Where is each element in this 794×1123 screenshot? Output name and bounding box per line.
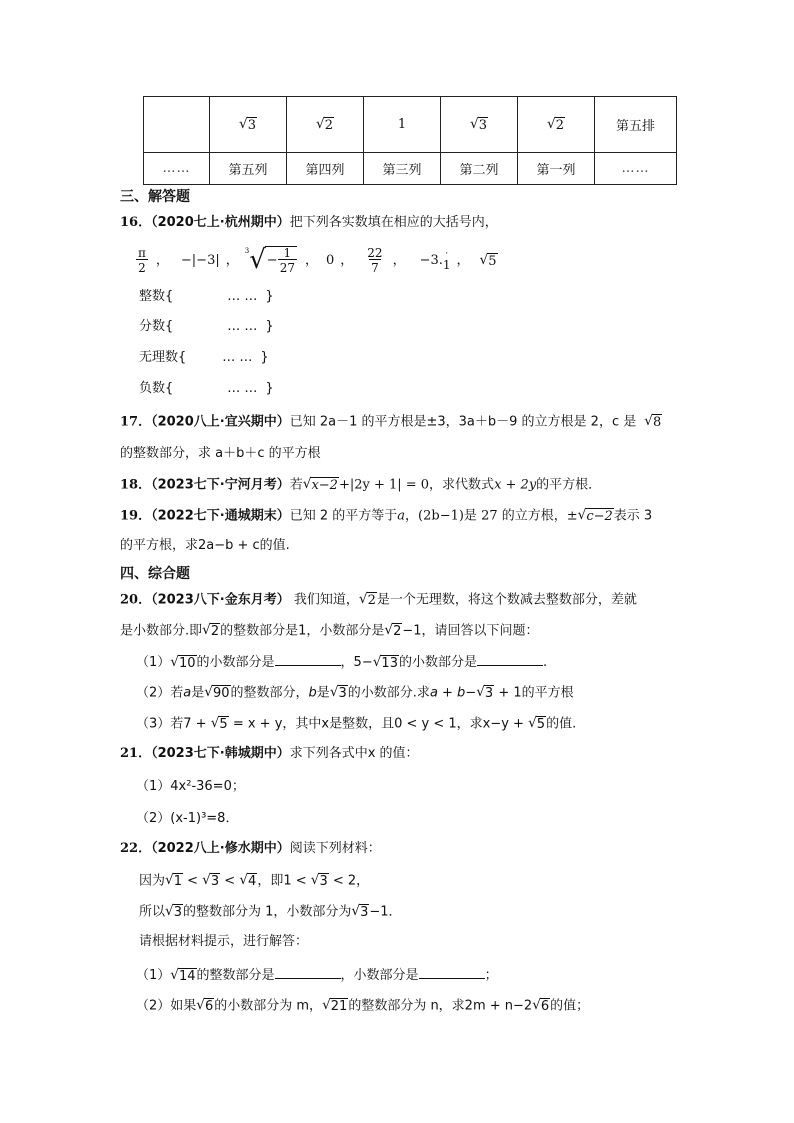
- q19-line2: 的平方根，求2a−b + c的值.: [120, 538, 290, 553]
- q22-line1: 因为 √ 1 < √ 3 < √ 4 ，即1 < √ 3 < 2，: [139, 872, 370, 889]
- seat-table: [143, 96, 677, 185]
- q21-part2: （2）(x-1)³=8．: [136, 811, 239, 826]
- table-row: [144, 97, 677, 153]
- set-integer: 整数{ … … }: [139, 289, 274, 304]
- q22-line3: 请根据材料提示，进行解答：: [139, 934, 309, 949]
- table-cell: √ 3: [441, 97, 518, 153]
- table-cell: 第五排: [595, 97, 677, 153]
- table-cell: 第二列: [441, 153, 518, 185]
- table-cell: 第四列: [287, 153, 364, 185]
- section-title: 四、综合题: [120, 566, 190, 582]
- question-19: 19．（2022七下·通城期末）已知 2 的平方等于a，(2b−1)是 27 的立方根，± √ c−2 表示 3: [120, 507, 653, 524]
- q21-part1: （1）4x²-36=0；: [136, 779, 245, 794]
- question-20: 20．（2023八下·金东月考） 我们知道， √ 2 是一个无理数，将这个数减去整数部分，差就: [120, 591, 637, 608]
- table-cell: ……: [144, 153, 210, 185]
- table-cell: [144, 97, 210, 153]
- q20-part3: （3）若7 + √ 5 = x + y，其中x是整数，且0 < y < 1，求x−y + √ 5 的值.: [136, 715, 577, 732]
- table-cell: √ 2: [518, 97, 595, 153]
- set-negative: 负数{ … … }: [139, 381, 274, 396]
- set-fraction: 分数{ … … }: [139, 319, 274, 334]
- answer-blank[interactable]: [419, 967, 485, 979]
- question-21: 21．（2023七下·韩城期中）求下列各式中x 的值：: [120, 746, 419, 761]
- q20-part2: （2）若a是 √ 90 的整数部分，b是 √ 3 的小数部分.求a + b− √ 3 + 1的平方根: [136, 684, 574, 701]
- question-17: 17．（2020八上·宜兴期中）已知 2a－1 的平方根是±3，3a＋b－9 的立方根是 2，c 是 √ 8: [120, 413, 662, 430]
- fraction: $\frac{\pi}{2}$: [138, 245, 146, 275]
- answer-blank[interactable]: [275, 967, 341, 979]
- table-cell: 1: [364, 97, 441, 153]
- q22-line2: 所以 √ 3 的整数部分为 1，小数部分为 √ 3 −1．: [139, 903, 402, 920]
- table-cell: √ 3: [210, 97, 287, 153]
- question-16: 16．（2020七上·杭州期中）把下列各实数填在相应的大括号内，: [120, 215, 498, 230]
- answer-blank[interactable]: [477, 654, 543, 666]
- question-18: 18．（2023七下·宁河月考）若 √ x−2 +|2y + 1| = 0，求代数式x + 2y的平方根．: [120, 476, 602, 493]
- table-cell: 第五列: [210, 153, 287, 185]
- section-title: 三、解答题: [120, 189, 190, 205]
- answer-blank[interactable]: [275, 654, 341, 666]
- table-cell: 第三列: [364, 153, 441, 185]
- q16-numbers: $\frac{\pi}{2}$ ， −|−3| ， 3 √ − $\frac{1}{27}$ ， 0 ， $\frac{22}{7}$ ， −3. · 1 ， √ 5: [138, 245, 497, 275]
- table-row: [144, 153, 677, 185]
- question-22: 22．（2022八上·修水期中）阅读下列材料：: [120, 841, 381, 856]
- q20-part1: （1） √ 10 的小数部分是 ，5− √ 13 的小数部分是 .: [136, 654, 548, 671]
- table-cell: ……: [595, 153, 677, 185]
- q17-line2: 的整数部分，求 a＋b＋c 的平方根: [120, 446, 321, 461]
- q22-part1: （1） √ 14 的整数部分是 ，小数部分是 ；: [136, 967, 498, 984]
- table-cell: √ 2: [287, 97, 364, 153]
- q20-line2: 是小数部分.即 √ 2 的整数部分是1，小数部分是 √ 2 −1，请回答以下问题：: [120, 622, 539, 639]
- set-irrational: 无理数{ … … }: [139, 350, 269, 365]
- table-cell: 第一列: [518, 153, 595, 185]
- q22-part2: （2）如果 √ 6 的小数部分为 m， √ 21 的整数部分为 n，求2m + n−2 √ 6 的值；: [136, 997, 590, 1014]
